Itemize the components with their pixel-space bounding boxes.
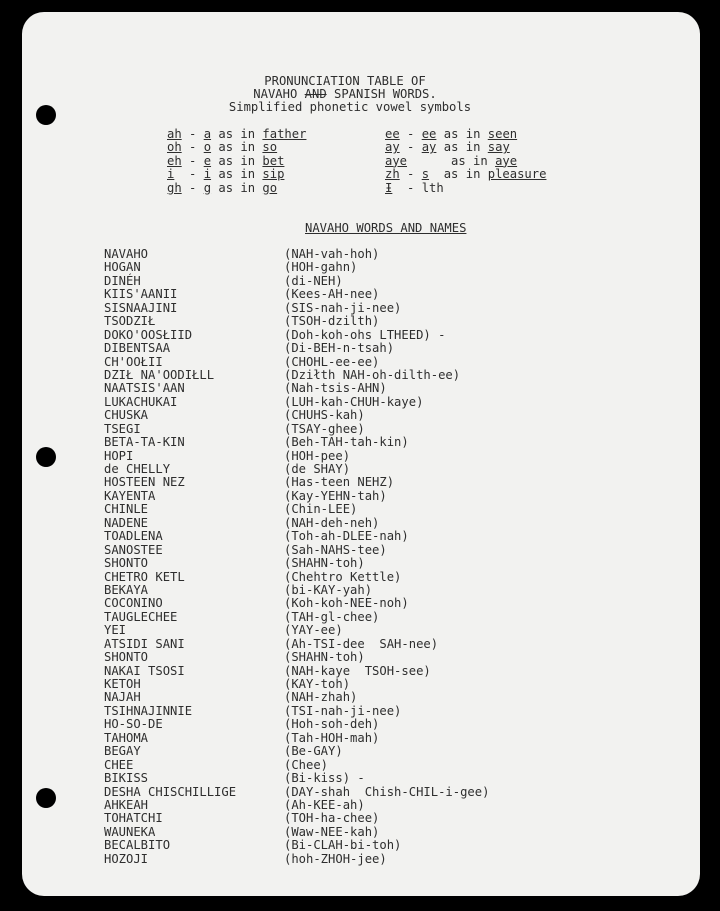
word: HOSTEEN NEZ: [104, 475, 185, 490]
word: DOKO'OOSŁIID: [104, 327, 193, 342]
vowel-key-letter: ee: [421, 127, 437, 141]
pronunciation: (NAH-zhah): [284, 690, 358, 705]
word: NAVAHO: [104, 247, 149, 261]
vowel-key-sym: zh: [385, 167, 400, 182]
vowel-key-sym: aye: [385, 153, 408, 168]
word: TOHATCHI: [104, 811, 163, 826]
pronunciation: (CHOHL-ee-ee): [284, 354, 380, 369]
vowel-key-left: [167, 128, 306, 195]
pronunciation: (Chee): [284, 757, 329, 772]
word: TSODZIŁ: [104, 314, 156, 329]
pronunciation: (NAH-deh-neh): [284, 515, 380, 530]
word: BETA-TA-KIN: [104, 435, 185, 450]
pronunciation: (NAH-kaye TSOH-see): [284, 663, 431, 678]
pronunciation: (Waw-NEE-kah): [284, 824, 380, 839]
word: BIKISS: [104, 771, 149, 786]
vowel-key-mid: as in: [211, 167, 263, 182]
pronunciation: (YAY-ee): [284, 623, 343, 638]
vowel-key-sep: -: [181, 140, 204, 155]
vowel-key-example: aye: [495, 153, 518, 168]
header-line-2: NAVAHO AND SPANISH WORDS.: [253, 87, 437, 101]
vowel-key-row: [167, 168, 306, 181]
vowel-key-example: father: [262, 127, 307, 141]
word: AHKEAH: [104, 797, 149, 812]
word: NADENE: [104, 515, 149, 530]
vowel-key-mid: as in: [436, 140, 488, 155]
pronunciation: (di-NEH): [284, 273, 343, 288]
vowel-key-sym: ah: [167, 127, 182, 141]
vowel-key-row: [385, 168, 546, 181]
word: KETOH: [104, 677, 141, 691]
vowel-key-mid: lth: [421, 180, 444, 195]
pronunciation: (Has-teen NEHZ): [284, 475, 395, 490]
vowel-key-example: sip: [262, 167, 285, 182]
vowel-key-sep: -: [399, 167, 422, 182]
pronunciation: (Toh-ah-DLEE-nah): [284, 529, 409, 544]
vowel-key-row: [167, 128, 306, 141]
vowel-key-mid: as in: [211, 153, 263, 168]
vowel-key-sym: oh: [167, 140, 182, 155]
vowel-key-row: [385, 128, 546, 141]
vowel-key-sep: -: [399, 127, 422, 141]
pronunciation: (Beh-TAH-tah-kin): [284, 435, 409, 450]
pronunciation: (HOH-pee): [284, 448, 351, 463]
pronunciation: (Sah-NAHS-tee): [284, 542, 387, 557]
word: CHUSKA: [104, 408, 149, 423]
word: CHEE: [104, 757, 134, 772]
pronunciation: (NAH-vah-hoh): [284, 247, 380, 261]
section-title: NAVAHO WORDS AND NAMES: [305, 221, 467, 235]
word: SHONTO: [104, 556, 149, 571]
word: DINÉH: [104, 273, 141, 288]
pronunciation: (Koh-koh-NEE-noh): [284, 596, 409, 611]
pronunciation: (hoh-ZHOH-jee): [284, 851, 387, 866]
word: HOGAN: [104, 260, 141, 275]
word: YEI: [104, 623, 127, 638]
pronunciation: (Ah-TSI-dee SAH-nee): [284, 636, 439, 651]
pronunciation: (Chehtro Kettle): [284, 569, 402, 584]
word: LUKACHUKAI: [104, 394, 178, 409]
pronunciation: (Di-BEH-n-tsah): [284, 341, 395, 356]
pronunciation: (DAY-shah Chish-CHIL-i-gee): [284, 784, 490, 799]
binder-hole-top: [36, 105, 56, 125]
pronunciation: (TSI-nah-ji-nee): [284, 703, 402, 718]
vowel-key-mid: as in: [451, 153, 496, 168]
pronunciation: (KAY-toh): [284, 677, 351, 691]
word: KIIS'AANII: [104, 287, 178, 302]
word: NAJAH: [104, 690, 141, 705]
vowel-key-example: so: [262, 140, 278, 155]
pronunciation: (Chin-LEE): [284, 502, 358, 517]
pronunciation: (CHUHS-kah): [284, 408, 365, 423]
vowel-key-sep: -: [392, 180, 422, 195]
vowel-key-example: seen: [487, 127, 518, 141]
pronunciation: (TAH-gl-chee): [284, 609, 380, 624]
pronunciation: (SHAHN-toh): [284, 556, 365, 571]
vowel-key-sep: -: [181, 180, 204, 195]
pronunciation: (TSAY-ghee): [284, 421, 365, 436]
pronunciation: (Tah-HOH-mah): [284, 730, 380, 745]
vowel-key-letter: e: [203, 153, 212, 168]
vowel-key-letter: g: [203, 180, 212, 195]
pronunciation: (Nah-tsis-AHN): [284, 381, 387, 396]
vowel-key-row: [385, 141, 546, 154]
word: BECALBITO: [104, 838, 171, 853]
pronunciation: (Kees-AH-nee): [284, 287, 380, 302]
pronunciation: (SHAHN-toh): [284, 650, 365, 665]
vowel-key-sep: -: [399, 140, 422, 155]
pronunciation: (Doh-koh-ohs LTHEED) -: [284, 327, 446, 342]
pronunciation: (LUH-kah-CHUH-kaye): [284, 394, 424, 409]
word: COCONINO: [104, 596, 163, 611]
pronunciation: (Bi-CLAH-bi-toh): [284, 838, 402, 853]
vowel-key-right: [385, 128, 546, 195]
word: HOZOJI: [104, 851, 149, 866]
vowel-key-sym: Ɨ: [385, 180, 393, 195]
vowel-key-row: [167, 155, 306, 168]
word: BEGAY: [104, 744, 141, 759]
word: DZIŁ NA'OODIŁLL: [104, 367, 215, 382]
vowel-key-example: pleasure: [487, 167, 547, 182]
vowel-key-mid: as in: [429, 167, 488, 182]
vowel-key-row: [385, 155, 546, 168]
vowel-key-letter: ay: [421, 140, 437, 155]
pronunciation: (Be-GAY): [284, 744, 343, 759]
word: BEKAYA: [104, 582, 149, 597]
pronunciation: (de SHAY): [284, 462, 351, 476]
word: TSEGI: [104, 421, 141, 436]
pronunciation: (SIS-nah-ji-nee): [284, 300, 402, 315]
pronunciation: (Kay-YEHN-tah): [284, 488, 387, 503]
header-line-3: Simplified phonetic vowel symbols: [228, 100, 472, 114]
word: TOADLENA: [104, 529, 163, 544]
vowel-key-mid: as in: [436, 127, 488, 141]
word: ATSIDI SANI: [104, 636, 185, 651]
word: SISNAAJINI: [104, 300, 178, 315]
vowel-key-row: [167, 182, 306, 195]
vowel-key-mid: as in: [211, 180, 263, 195]
vowel-key-mid: as in: [211, 140, 263, 155]
vowel-key-sym: i: [167, 167, 175, 182]
vowel-key-sep: -: [181, 127, 204, 141]
word: TAUGLECHEE: [104, 609, 178, 624]
vowel-key-sym: ee: [385, 127, 400, 141]
vowel-key-sym: eh: [167, 153, 182, 168]
pronunciation: (bi-KAY-yah): [284, 582, 373, 597]
pronunciation: (Ah-KEE-ah): [284, 797, 365, 812]
pronunciation: (TOH-ha-chee): [284, 811, 380, 826]
word: de CHELLY: [104, 462, 171, 476]
vowel-key-example: bet: [262, 153, 285, 168]
word: CH'OOŁII: [104, 354, 163, 369]
pronunciation: (HOH-gahn): [284, 260, 358, 275]
header-line-1: PRONUNCIATION TABLE OF: [264, 74, 426, 88]
binder-hole-bottom: [36, 788, 56, 808]
word: NAKAI TSOSI: [104, 663, 185, 678]
word: SHONTO: [104, 650, 149, 665]
word: CHINLE: [104, 502, 149, 517]
word: HO-SO-DE: [104, 717, 163, 732]
word: TSIHNAJINNIE: [104, 703, 193, 718]
word: DESHA CHISCHILLIGE: [104, 784, 237, 799]
vowel-key-row: [167, 141, 306, 154]
vowel-key-sep: -: [174, 167, 204, 182]
vowel-key-example: say: [487, 140, 510, 155]
pronunciation: (Hoh-soh-deh): [284, 717, 380, 732]
word: WAUNEKA: [104, 824, 156, 839]
vowel-key-sym: gh: [167, 180, 182, 195]
word: SANOSTEE: [104, 542, 163, 557]
vowel-key-letter: s: [421, 167, 430, 182]
pronunciation: (TSOH-dzilth): [284, 314, 380, 329]
word: TAHOMA: [104, 730, 149, 745]
vowel-key-sym: ay: [385, 140, 400, 155]
word: KAYENTA: [104, 488, 156, 503]
vowel-key-sep: -: [181, 153, 204, 168]
binder-hole-middle: [36, 447, 56, 467]
vowel-key-mid: as in: [211, 127, 263, 141]
pronunciation: (Bi-kiss) -: [284, 771, 365, 786]
vowel-key-letter: o: [203, 140, 212, 155]
word: HOPI: [104, 448, 134, 463]
vowel-key-example: go: [262, 180, 278, 195]
word: NAATSIS'AAN: [104, 381, 185, 396]
vowel-key-row: [385, 182, 546, 195]
pronunciation: (Dziłth NAH-oh-dilth-ee): [284, 367, 461, 382]
vowel-key-letter: a: [203, 127, 212, 141]
vowel-key-sep: [407, 154, 451, 168]
vowel-key-letter: i: [203, 167, 212, 182]
word: CHETRO KETL: [104, 569, 185, 584]
word: DIBENTSAA: [104, 341, 171, 356]
